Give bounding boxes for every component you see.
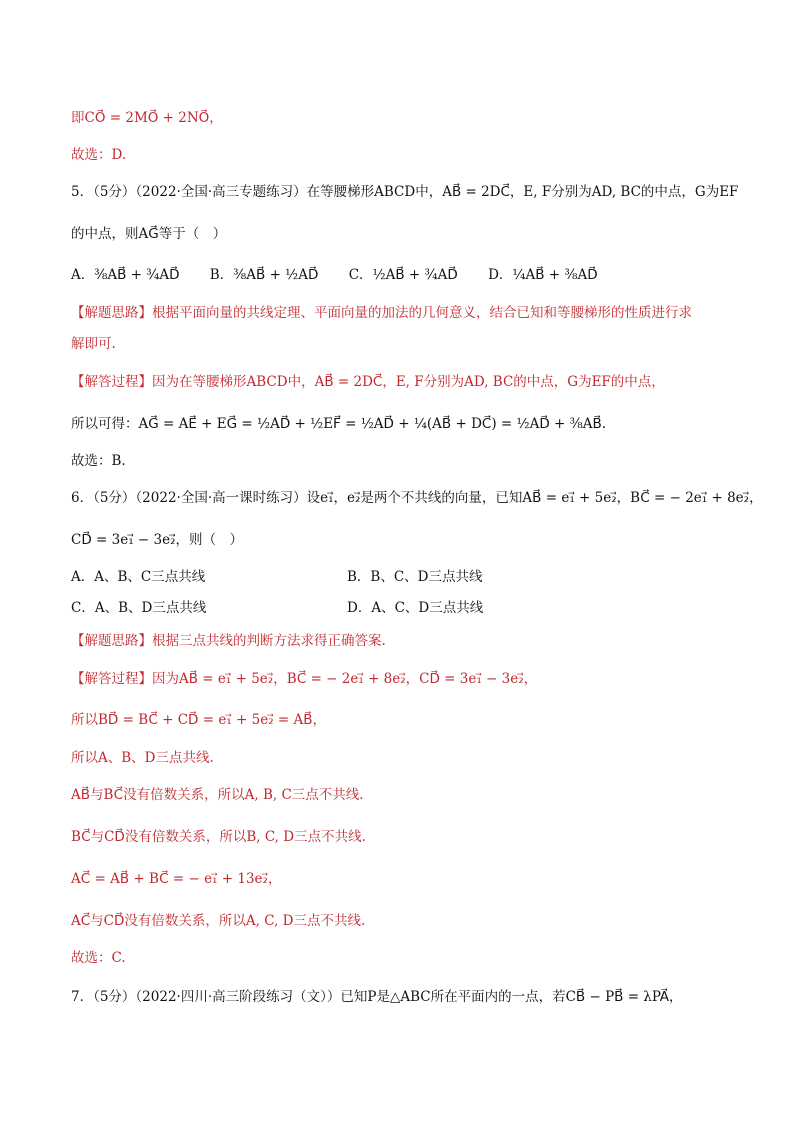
solution-step: BC⃗与CD⃗没有倍数关系，所以B, C, D三点不共线. [71,829,366,845]
question-6-options-row-1 [71,567,721,587]
solution-idea: 【解题思路】根据平面向量的共线定理、平面向量的加法的几何意义，结合已知和等腰梯形的性质进行求 [71,305,692,321]
option-d: D．¼AB⃗ + ⅜AD⃗ [488,267,598,283]
option-b: B．B、C、D三点共线 [347,569,483,585]
option-b: B．⅜AB⃗ + ½AD⃗ [209,267,319,283]
answer-line: 故选：C. [71,950,126,966]
solution-process: 【解答过程】因为在等腰梯形ABCD中，AB⃗ = 2DC⃗，E, F分别为AD, BC的中点，G为EF的中点， [71,374,665,390]
question-5-stem: 5．（5分）（2022·全国·高三专题练习）在等腰梯形ABCD中，AB⃗ = 2DC⃗，E, F分别为AD, BC的中点，G为EF [71,184,739,200]
question-7-stem: 7．（5分）（2022·四川·高三阶段练习（文））已知P是△ABC所在平面内的一点，若CB⃗ − PB⃗ = λPA⃗， [71,989,683,1005]
option-a: A．⅜AB⃗ + ¾AD⃗ [71,267,180,283]
solution-step: 所以A、B、D三点共线. [71,750,214,766]
option-d: D．A、C、D三点共线 [347,600,484,616]
option-a: A．A、B、C三点共线 [71,569,206,585]
solution-step: 所以BD⃗ = BC⃗ + CD⃗ = e₁⃗ + 5e₂⃗ = AB⃗， [71,712,327,728]
solution-process: 【解答过程】因为AB⃗ = e₁⃗ + 5e₂⃗，BC⃗ = − 2e₁⃗ + 8e₂⃗，CD⃗ = 3e₁⃗ − 3e₂⃗， [71,671,538,687]
question-5-options [71,265,624,285]
solution-idea-cont: 解即可. [71,336,116,352]
answer-line: 故选：D. [71,147,127,163]
solution-idea: 【解题思路】根据三点共线的判断方法求得正确答案. [71,633,386,649]
solution-step: AC⃗与CD⃗没有倍数关系，所以A, C, D三点不共线. [71,913,366,929]
option-c: C．A、B、D三点共线 [71,600,207,616]
question-5-stem-cont: 的中点，则AG⃗等于（ ） [71,226,227,242]
answer-line: 故选：B. [71,453,126,469]
question-6-options-row-2 [71,598,721,618]
solution-derivation: 所以可得：AG⃗ = AE⃗ + EG⃗ = ½AD⃗ + ½EF⃗ = ½AD⃗ + ¼(AB⃗ + DC⃗) = ½AD⃗ + ⅜AB⃗. [71,416,607,432]
question-6-stem-cont: CD⃗ = 3e₁⃗ − 3e₂⃗，则（ ） [71,532,243,548]
solution-step: AC⃗ = AB⃗ + BC⃗ = − e₁⃗ + 13e₂⃗， [71,871,282,887]
solution-step: AB⃗与BC⃗没有倍数关系，所以A, B, C三点不共线. [71,787,364,803]
text-line: 即CO⃗ = 2MO⃗ + 2NO⃗， [71,110,223,126]
option-c: C．½AB⃗ + ¾AD⃗ [348,267,458,283]
question-6-stem: 6．（5分）（2022·全国·高一课时练习）设e₁⃗，e₂⃗是两个不共线的向量，已知AB⃗ = e₁⃗ + 5e₂⃗，BC⃗ = − 2e₁⃗ + 8e₂⃗， [71,490,763,506]
